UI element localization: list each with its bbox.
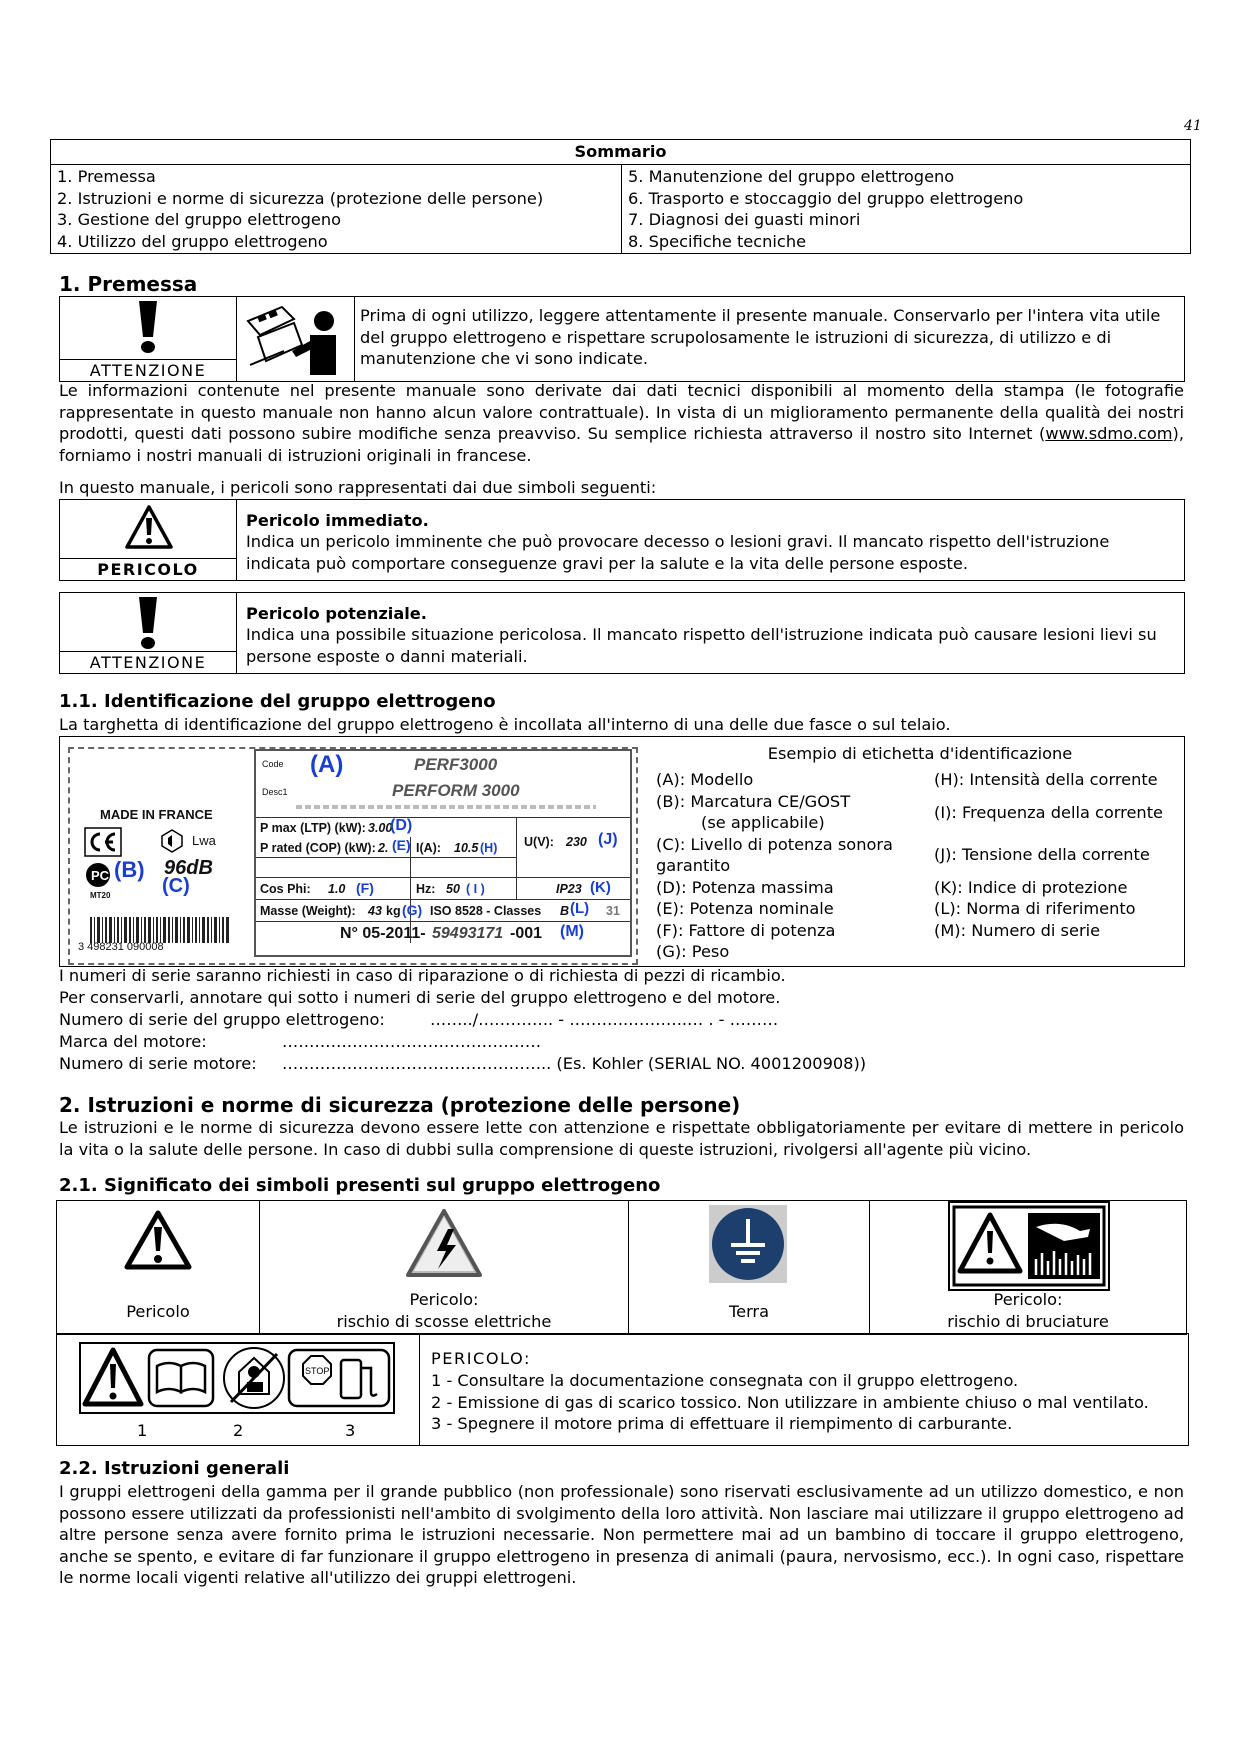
page-number: 41 xyxy=(1184,118,1202,134)
engine-serial-field[interactable]: ………………………………………….. (Es. Kohler (SERIAL NO. 4001200908)) xyxy=(282,1054,867,1073)
symbol-electric-line2: rischio di scosse elettriche xyxy=(336,1311,552,1331)
serial-prefix: N° 05-2011- xyxy=(340,925,426,942)
legend-item: (E): Potenza nominale xyxy=(656,899,834,918)
danger-pictograms-image xyxy=(79,1342,395,1414)
serial-suffix: -001 xyxy=(510,925,543,942)
summary-item: 5. Manutenzione del gruppo elettrogeno xyxy=(628,167,955,186)
exclamation-icon xyxy=(134,595,162,651)
plate-rule xyxy=(256,921,630,922)
attention-symbol-cell xyxy=(60,297,237,381)
attention-box xyxy=(59,296,1185,382)
warning-title: Pericolo potenziale. xyxy=(246,604,427,623)
attention-label: ATTENZIONE xyxy=(60,359,236,381)
plate-code-label: Code xyxy=(262,759,284,769)
plate-rule xyxy=(256,857,516,858)
iso-class-value: B xyxy=(560,904,570,918)
legend-item: (se applicabile) xyxy=(701,813,825,832)
serial-number-value: 59493171 xyxy=(432,925,504,942)
legend-item: (F): Fattore di potenza xyxy=(656,920,836,940)
genset-serial-field[interactable]: ……../………….. - ………..………..… . - ……… xyxy=(430,1010,779,1029)
engine-serial-label: Numero di serie motore: xyxy=(59,1054,257,1073)
symbol-earth-cell xyxy=(629,1201,870,1335)
marker-j: (J) xyxy=(598,831,618,848)
identification-intro: La targhetta di identificazione del gruppo elettrogeno è incollata all'interno di una delle due fasce o sul telaio. xyxy=(59,715,951,734)
plate-rule xyxy=(256,877,630,878)
summary-table xyxy=(50,139,1191,254)
sdmo-website-link[interactable]: www.sdmo.com xyxy=(1045,424,1173,443)
section-heading-safety: 2. Istruzioni e norme di sicurezza (protezione delle persone) xyxy=(59,1093,741,1117)
legend-item: (C): Livello di potenza sonora xyxy=(656,834,893,854)
cosphi-label: Cos Phi: xyxy=(260,882,311,896)
burn-hazard-icon xyxy=(948,1201,1110,1291)
weight-value: 43 xyxy=(368,904,382,918)
section-heading-premessa: 1. Premessa xyxy=(59,272,198,296)
voltage-value: 230 xyxy=(566,835,587,849)
warning-symbol-cell xyxy=(60,593,237,673)
legend-left xyxy=(656,769,926,963)
plate-description-lines xyxy=(296,805,596,809)
warning-triangle-icon xyxy=(124,504,174,550)
marker-l: (L) xyxy=(570,900,590,917)
label-example-title: Esempio di etichetta d'identificazione xyxy=(767,744,1073,763)
plate-desc-label: Desc1 xyxy=(262,787,288,797)
danger-symbols-item: 2 - Emissione di gas di scarico tossico. Non utilizzare in ambiente chiuso o mal ventilato. xyxy=(431,1392,1149,1412)
prated-value: 2. xyxy=(378,841,389,855)
summary-title: Sommario xyxy=(51,140,1191,165)
section-heading-general: 2.2. Istruzioni generali xyxy=(59,1458,290,1479)
warning-text: Indica una possibile situazione pericolosa. Il mancato rispetto dell'istruzione indicata può causare lesioni lievi su persone esposte o danni materiali. xyxy=(246,625,1157,666)
lwa-label: Lwa xyxy=(192,833,216,848)
earth-ground-icon xyxy=(709,1205,787,1283)
danger-text: Indica un pericolo imminente che può provocare decesso o lesioni gravi. Il mancato rispetto dell'istruzione indicata può comportare conseguenze gravi per la salute e la vita delle persone esposte. xyxy=(246,532,1110,573)
pmax-value: 3.00 xyxy=(368,821,393,835)
legend-item: (M): Numero di serie xyxy=(934,920,1101,940)
marker-i: ( I ) xyxy=(466,882,485,896)
prated-label: P rated (COP) (kW): xyxy=(260,841,376,855)
mt20-label: MT20 xyxy=(90,891,111,900)
danger-label: PERICOLO xyxy=(60,558,236,580)
pictogram-number: 2 xyxy=(233,1421,244,1440)
weight-label: Masse (Weight): xyxy=(260,904,356,918)
danger-symbol-cell xyxy=(60,500,237,580)
symbols-intro: In questo manuale, i pericoli sono rappresentati dai due simboli seguenti: xyxy=(59,478,657,497)
symbol-earth-label: Terra xyxy=(728,1301,770,1321)
attention-box-text: Prima di ogni utilizzo, leggere attentamente il presente manuale. Conservarlo per l'intera vita utile del gruppo elettrogeno e rispettare scrupolosamente le istruzioni di sicurezza, di utilizzo e di manutenzione che vi sono indicate. xyxy=(360,306,1161,368)
summary-item: 1. Premessa xyxy=(57,167,156,186)
danger-symbols-item: 3 - Spegnere il motore prima di effettuare il riempimento di carburante. xyxy=(431,1414,1013,1433)
danger-symbols-item: 1 - Consultare la documentazione consegnata con il gruppo elettrogeno. xyxy=(431,1371,1019,1390)
warning-box xyxy=(59,592,1185,674)
serial-info-line: Per conservarli, annotare qui sotto i numeri di serie del gruppo elettrogeno e del motore. xyxy=(59,988,781,1007)
marker-k: (K) xyxy=(590,879,611,896)
legend-item: (G): Peso xyxy=(656,942,730,961)
summary-item: 6. Trasporto e stoccaggio del gruppo elettrogeno xyxy=(628,188,1024,208)
summary-item: 8. Specifiche tecniche xyxy=(628,231,807,251)
plate-data-panel xyxy=(254,749,632,957)
legend-item: (B): Marcatura CE/GOST xyxy=(656,791,851,811)
iso-class-end: 31 xyxy=(606,904,620,918)
reading-person-cell xyxy=(236,297,355,381)
marker-f: (F) xyxy=(356,880,374,896)
exclamation-icon xyxy=(134,299,162,355)
danger-title: Pericolo immediato. xyxy=(246,511,429,530)
section-heading-symbols: 2.1. Significato dei simboli presenti sul gruppo elettrogeno xyxy=(59,1175,661,1196)
legend-item: (J): Tensione della corrente xyxy=(934,845,1150,864)
identification-plate-image xyxy=(68,747,638,965)
symbol-danger-label: Pericolo xyxy=(126,1301,190,1321)
noise-level-icon xyxy=(160,829,184,853)
summary-left-column xyxy=(51,165,622,254)
iso-label: ISO 8528 - Classes xyxy=(430,904,542,918)
marker-a: (A) xyxy=(310,751,344,778)
engine-brand-label: Marca del motore: xyxy=(59,1032,207,1051)
gost-mark-icon xyxy=(84,861,114,889)
legend-item: (H): Intensità della corrente xyxy=(934,770,1158,789)
serial-info-line: I numeri di serie saranno richiesti in caso di riparazione o di richiesta di pezzi di ricambio. xyxy=(59,966,786,985)
plate-rule xyxy=(256,817,630,818)
engine-brand-field[interactable]: ………………………………………… xyxy=(282,1032,541,1051)
genset-serial-label: Numero di serie del gruppo elettrogeno: xyxy=(59,1010,385,1029)
legend-item: garantito xyxy=(656,856,731,875)
summary-item: 7. Diagnosi dei guasti minori xyxy=(628,210,861,229)
marker-b: (B) xyxy=(114,857,145,882)
ip-value: IP23 xyxy=(556,882,582,896)
danger-box xyxy=(59,499,1185,581)
summary-item: 3. Gestione del gruppo elettrogeno xyxy=(57,210,342,229)
db-value: 96dB xyxy=(164,857,213,879)
legend-item: (K): Indice di protezione xyxy=(934,877,1128,897)
plate-desc-value: PERFORM 3000 xyxy=(392,781,520,800)
symbols-table xyxy=(56,1200,1187,1335)
danger-pictograms-cell xyxy=(57,1334,420,1445)
svg-text:PC: PC xyxy=(91,868,110,883)
summary-item: 2. Istruzioni e norme di sicurezza (protezione delle persone) xyxy=(57,188,544,208)
summary-right-column xyxy=(622,165,1191,254)
weight-unit: kg xyxy=(386,904,401,918)
warning-label: ATTENZIONE xyxy=(60,651,236,673)
summary-item: 4. Utilizzo del gruppo elettrogeno xyxy=(57,231,328,251)
legend-right xyxy=(934,769,1184,941)
current-label: I(A): xyxy=(416,841,441,855)
symbol-electric-line1: Pericolo: xyxy=(409,1290,479,1309)
premessa-paragraph-text: Le informazioni contenute nel presente manuale sono derivate dai dati tecnici disponibili al momento della stampa (le fotografie rappresentate in questo manuale non hanno alcun valore contrattuale). In vista di un miglioramento permanente della qualità dei nostri prodotti, questi dati possono subire modifiche senza preavviso. Su semplice richiesta attraverso il nostro sito Internet ( xyxy=(59,381,1184,443)
voltage-label: U(V): xyxy=(524,835,554,849)
person-reading-manual-icon xyxy=(244,301,348,377)
premessa-paragraph xyxy=(59,380,1184,466)
cosphi-value: 1.0 xyxy=(328,882,346,896)
marker-c: (C) xyxy=(162,875,190,897)
symbol-burn-line1: Pericolo: xyxy=(993,1290,1063,1309)
pictogram-number: 1 xyxy=(137,1421,148,1440)
legend-item: (I): Frequenza della corrente xyxy=(934,802,1164,822)
danger-symbols-box xyxy=(56,1333,1189,1446)
marker-h: (H) xyxy=(480,841,498,855)
marker-e: (E) xyxy=(392,837,411,853)
svg-text:STOP: STOP xyxy=(305,1366,330,1376)
symbol-danger-cell xyxy=(57,1201,260,1335)
symbol-burn-cell xyxy=(870,1201,1187,1335)
legend-item: (D): Potenza massima xyxy=(656,877,834,897)
marker-d: (D) xyxy=(390,817,413,834)
pictogram-number: 3 xyxy=(345,1421,356,1440)
premessa-paragraph-end: ), forniamo i nostri manuali di istruzioni originali in francese. xyxy=(59,424,1184,465)
general-instructions-text: I gruppi elettrogeni della gamma per il grande pubblico (non professionale) sono riservati esclusivamente ad un utilizzo domestico, e non possono essere utilizzati da professionisti nell'ambito di svolgimento della loro attività. Non lasciare mai utilizzare il gruppo elettrogeno ad altre persone senza avere fornito prima le istruzioni necessarie. Non permettere mai ad un bambino di toccare il gruppo elettrogeno, anche se spento, e evitare di far funzionare il gruppo elettrogeno in presenza di animali (paura, nervosismo, ecc.). In ogni caso, rispettare le norme locali vigenti relative all'utilizzo dei gruppi elettrogeni. xyxy=(59,1482,1184,1587)
marker-m: (M) xyxy=(560,923,584,940)
legend-item: (A): Modello xyxy=(656,770,754,789)
frequency-label: Hz: xyxy=(416,882,436,896)
plate-rule xyxy=(516,817,517,899)
safety-intro: Le istruzioni e le norme di sicurezza devono essere lette con attenzione e rispettate obbligatoriamente per evitare di mettere in pericolo la vita o la salute delle persone. In caso di dubbi sulla comprensione di queste istruzioni, rivolgersi all'agente più vicino. xyxy=(59,1118,1184,1159)
section-heading-identification: 1.1. Identificazione del gruppo elettrogeno xyxy=(59,691,496,712)
symbol-burn-line2: rischio di bruciature xyxy=(947,1311,1109,1331)
current-value: 10.5 xyxy=(454,841,479,855)
legend-item: (L): Norma di riferimento xyxy=(934,899,1136,918)
made-in-france: MADE IN FRANCE xyxy=(100,807,213,822)
danger-symbols-list xyxy=(431,1370,1181,1435)
barcode-number: 3 498231 090008 xyxy=(78,941,164,953)
symbol-electric-cell xyxy=(260,1201,629,1335)
marker-g: (G) xyxy=(402,902,423,918)
ce-mark-icon xyxy=(84,827,122,857)
frequency-value: 50 xyxy=(446,882,460,896)
electric-shock-warning-icon xyxy=(404,1207,484,1279)
plate-code-value: PERF3000 xyxy=(414,755,498,774)
warning-triangle-icon xyxy=(123,1209,193,1271)
danger-symbols-title: PERICOLO: xyxy=(431,1349,531,1368)
pmax-label: P max (LTP) (kW): xyxy=(260,821,366,835)
